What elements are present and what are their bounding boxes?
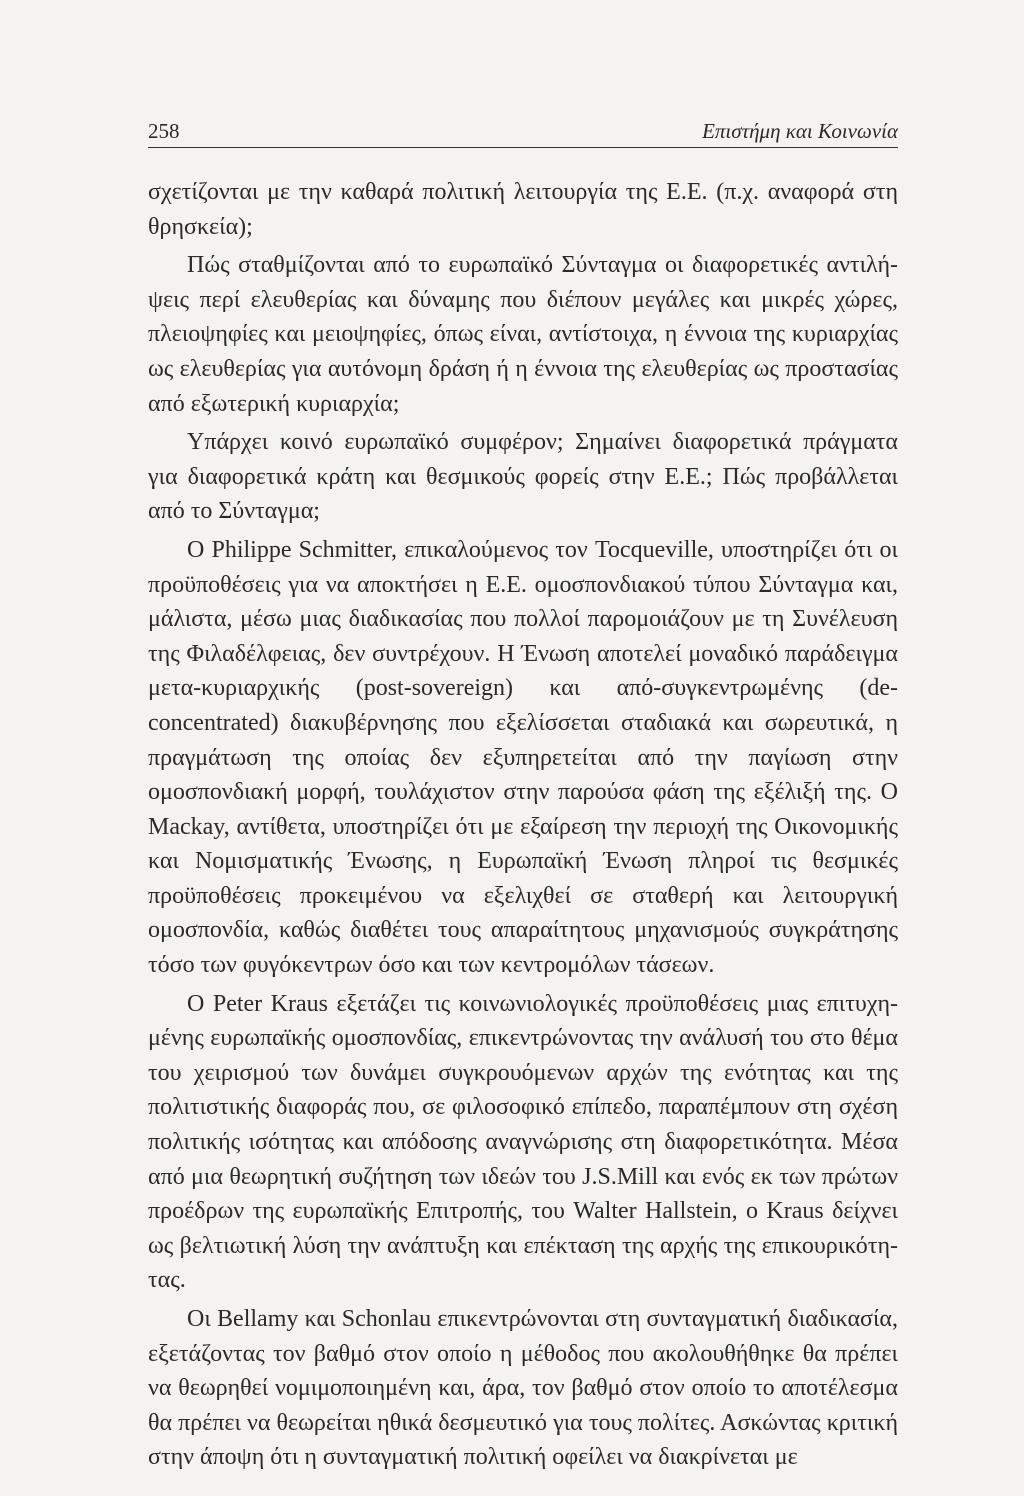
page-number: 258 xyxy=(148,119,180,143)
running-title: Επιστήμη και Κοινωνία xyxy=(702,119,898,143)
paragraph-3: Υπάρχει κοινό ευρωπαϊκό συμφέρον; Σημαίνει διαφορετικά πράγματα για διαφορετικά κράτη και θεσμικούς φορείς στην Ε.Ε.; Πώς προβάλλεται από το Σύνταγμα; xyxy=(148,429,898,525)
running-header xyxy=(148,118,898,148)
paragraph-2: Πώς σταθμίζονται από το ευρωπαϊκό Σύνταγμα οι διαφορετικές αντιλήψεις περί ελευθερίας και δύναμης που διέπουν μεγάλες και μικρές χώρες, πλειοψηφίες και μειοψηφίες, όπως είναι, αντίστοιχα, η έννοια της κυριαρχίας ως ελευθερίας για αυτόνομη δράση ή η έννοια της ελευθερίας ως προστασίας από εξωτερική κυριαρχία; xyxy=(148,252,898,417)
body-text xyxy=(148,175,898,1475)
paragraph-1: σχετίζονται με την καθαρά πολιτική λειτουργία της Ε.Ε. (π.χ. αναφορά στη θρησκεία); xyxy=(148,179,898,240)
paragraph-5: Ο Peter Kraus εξετάζει τις κοινωνιολογικές προϋποθέσεις μιας επιτυχημένης ευρωπαϊκής ομοσπονδίας, επικεντρώνοντας την ανάλυσή του στο θέμα του χειρισμού των δυνάμει συγκρουόμενων αρχών της ενότητας και της πολιτιστικής διαφοράς που, σε φιλοσοφικό επίπεδο, παραπέμπουν στη σχέση πολιτικής ισότητας και απόδοσης αναγνώρισης στη διαφορετικότητα. Μέσα από μια θεωρητική συζήτηση των ιδεών του J.S.Mill και ενός εκ των πρώτων προέδρων της ευρωπαϊκής Επιτροπής, του Walter Hallstein, ο Kraus δείχνει ως βελτιωτική λύση την ανάπτυξη και επέκταση της αρχής της επικουρικότητας. xyxy=(148,990,898,1294)
book-page xyxy=(148,118,898,1479)
paragraph-4: Ο Philippe Schmitter, επικαλούμενος τον Tocqueville, υποστηρίζει ότι οι προϋποθέσεις για να αποκτήσει η Ε.Ε. ομοσπονδιακού τύπου Σύνταγμα και, μάλιστα, μέσω μιας διαδικασίας που πολλοί παρομοιάζουν με τη Συνέλευση της Φιλαδέλφειας, δεν συντρέχουν. Η Ένωση αποτελεί μοναδικό παράδειγμα μετα-κυριαρχικής (post-sovereign) και από-συγκεντρωμένης (de-concentrated) διακυβέρνησης που εξελίσσεται σταδιακά και σωρευτικά, η πραγμάτωση της οποίας δεν εξυπηρετείται από την παγίωση στην ομοσπονδιακή μορφή, τουλάχιστον στην παρούσα φάση της εξέλιξή της. Ο Mackay, αντίθετα, υποστηρίζει ότι με εξαίρεση την περιοχή της Οικονομικής και Νομισματικής Ένωσης, η Ευρωπαϊκή Ένωση πληροί τις θεσμικές προϋποθέσεις προκειμένου να εξελιχθεί σε σταθερή και λειτουργική ομοσπονδία, καθώς διαθέτει τους απαραίτητους μηχανισμούς συγκράτησης τόσο των φυγόκεντρων όσο και των κεντρομόλων τάσεων. xyxy=(148,536,898,979)
paragraph-6: Οι Bellamy και Schonlau επικεντρώνονται στη συνταγματική διαδικασία, εξετάζοντας τον βαθμό στον οποίο η μέθοδος που ακολουθήθηκε θα πρέπει να θεωρηθεί νομιμοποιημένη και, άρα, τον βαθμό στον οποίο το αποτέλεσμα θα πρέπει να θεωρείται ηθικά δεσμευτικό για τους πολίτες. Ασκώντας κριτική στην άποψη ότι η συνταγματική πολιτική οφείλει να διακρίνεται με xyxy=(148,1306,898,1471)
